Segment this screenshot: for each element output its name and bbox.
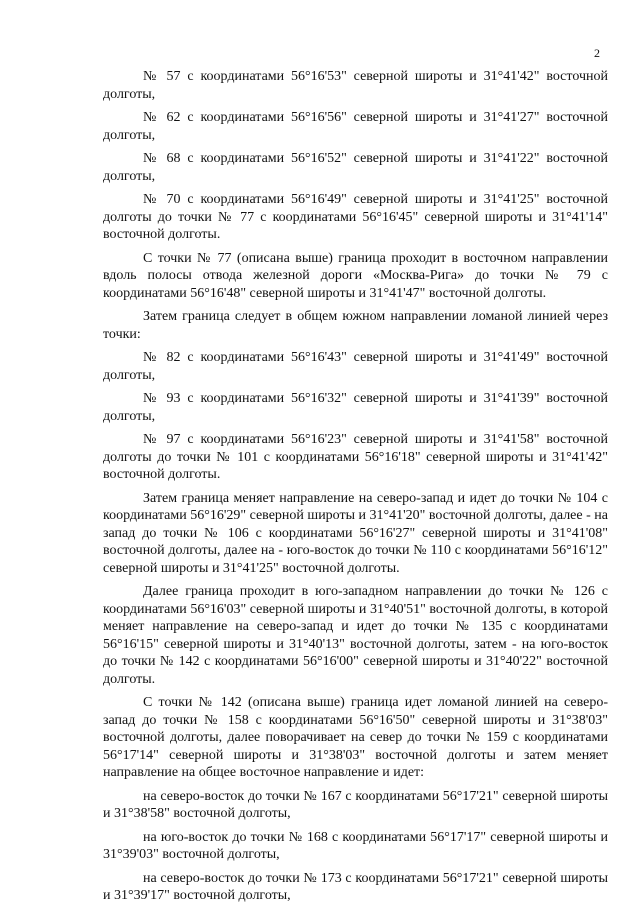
paragraph: Затем граница меняет направление на северо-запад и идет до точки № 104 с координатами 56°16'29" северной широты и 31°41'20" восточной долготы, далее - на запад до точки № 106 с координатами 56°16'27" северной широты и 31°41'08" восточной долготы, далее на - юго-восток до точки № 110 с координатами 56°16'12" северной широты и 31°41'25" восточной долготы. (103, 490, 608, 576)
paragraph: № 97 с координатами 56°16'23" северной широты и 31°41'58" восточной долготы до точки № 101 с координатами 56°16'18" северной широты и 31°41'42" восточной долготы. (103, 432, 608, 482)
paragraph: на северо-восток до точки № 173 с координатами 56°17'21" северной широты и 31°39'17" восточной долготы, (103, 870, 608, 903)
document-body (103, 68, 608, 911)
paragraph: № 70 с координатами 56°16'49" северной широты и 31°41'25" восточной долготы до точки № 77 с координатами 56°16'45" северной широты и 31°41'14" восточной долготы. (103, 192, 608, 242)
paragraph: № 68 с координатами 56°16'52" северной широты и 31°41'22" восточной долготы, (103, 151, 608, 184)
paragraph: № 93 с координатами 56°16'32" северной широты и 31°41'39" восточной долготы, (103, 391, 608, 424)
paragraph: Далее граница проходит в юго-западном направлении до точки № 126 с координатами 56°16'03" северной широты и 31°40'51" восточной долготы, в которой меняет направление на северо-запад и идет до точки № 135 с координатами 56°16'15" северной широты и 31°40'13" восточной долготы, затем - на юго-восток до точки № 142 с координатами 56°16'00" северной широты и 31°40'22" восточной долготы. (103, 584, 608, 687)
page-number: 2 (594, 46, 600, 60)
paragraph: № 62 с координатами 56°16'56" северной широты и 31°41'27" восточной долготы, (103, 110, 608, 143)
paragraph: Затем граница следует в общем южном направлении ломаной линией через точки: (103, 309, 608, 342)
paragraph: С точки № 142 (описана выше) граница идет ломаной линией на северо-запад до точки № 158 с координатами 56°16'50" северной широты и 31°38'03" восточной долготы, далее поворачивает на север до точки № 159 с координатами 56°17'14" северной широты и 31°38'03" восточной долготы и затем меняет направление на общее восточное направление и идет: (103, 695, 608, 780)
paragraph: № 57 с координатами 56°16'53" северной широты и 31°41'42" восточной долготы, (103, 69, 608, 102)
paragraph: № 82 с координатами 56°16'43" северной широты и 31°41'49" восточной долготы, (103, 350, 608, 383)
paragraph: на юго-восток до точки № 168 с координатами 56°17'17" северной широты и 31°39'03" восточной долготы, (103, 829, 608, 862)
paragraph: С точки № 77 (описана выше) граница проходит в восточном направлении вдоль полосы отвода железной дороги «Москва-Рига» до точки № 79 с координатами 56°16'48" северной широты и 31°41'47" восточной долготы. (103, 250, 608, 301)
paragraph: на северо-восток до точки № 167 с координатами 56°17'21" северной широты и 31°38'58" восточной долготы, (103, 788, 608, 821)
